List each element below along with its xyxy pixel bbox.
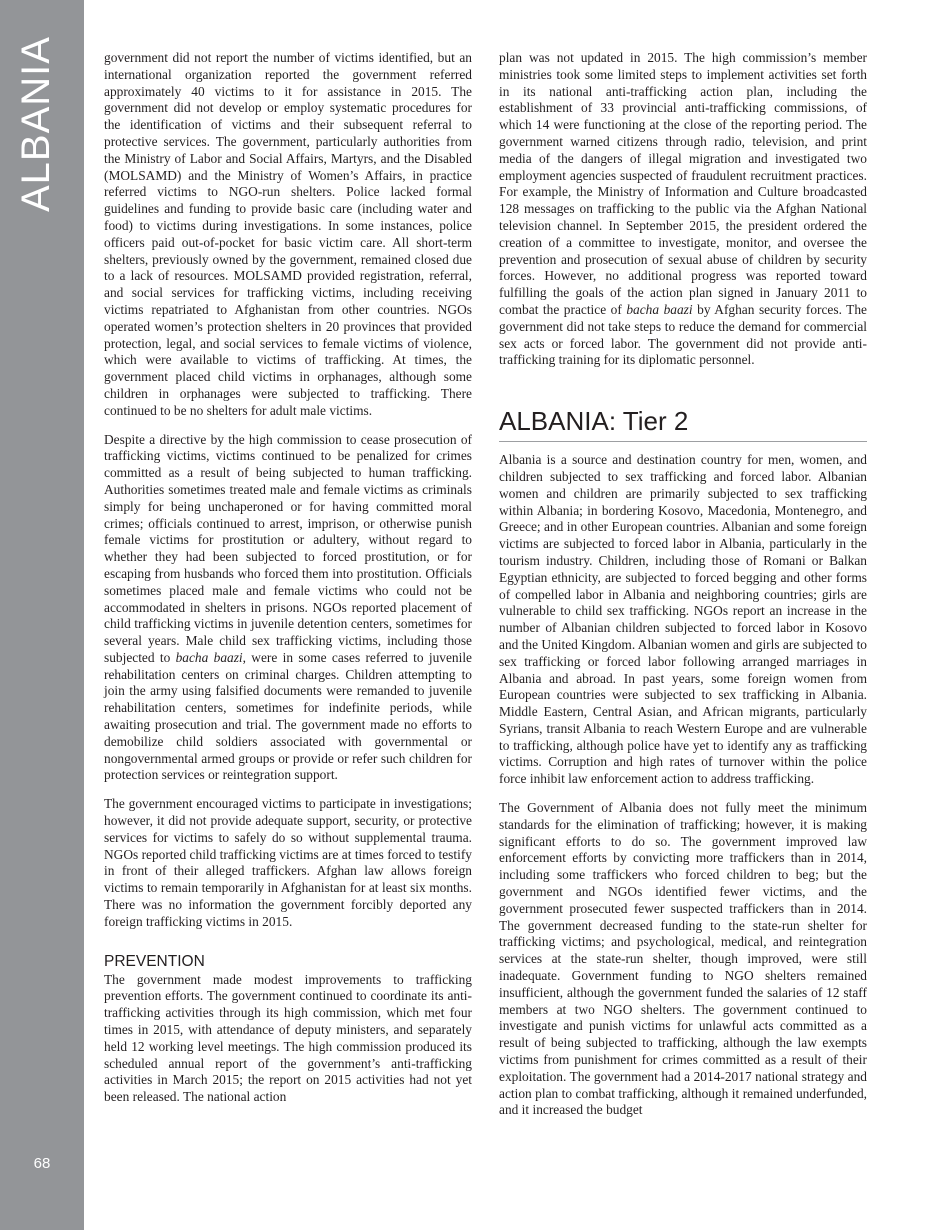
paragraph-text: , were in some cases referred to juvenile rehabilitation centers on criminal charges. Children attempting to join the army using falsified documents were remanded to juvenile rehabilitation centers, sometimes for indefinite periods, while awaiting prosecution and trial. The government made no efforts to demobilize child soldiers associated with governmental or nongovernmental armed groups or provide or refer such children for protection services or reintegration support. xyxy=(104,649,472,783)
country-profile-paragraph: Albania is a source and destination country for men, women, and children subjected to sex trafficking and forced labor. Albanian women and children are primarily subjected to sex trafficking within Albania; in bordering Kosovo, Macedonia, Montenegro, and Greece; and in other European countries. Albanian and some foreign victims are subjected to forced labor in Albania, particularly in the tourism industry. Children, including those of Romani or Balkan Egyptian ethnicity, are subjected to forced begging and other forms of compelled labor in Albania and neighboring countries; girls are vulnerable to child sex trafficking. NGOs report an increase in the number of Albanian children subjected to forced labor in Kosovo and the United Kingdom. Albanian women and girls are subjected to sex trafficking or forced labor following arranged marriages in Albania and abroad. In past years, some foreign women from European countries were subjected to sex trafficking in Albania. Middle Eastern, Central Asian, and African migrants, particularly Syrians, transit Albania to reach Western Europe and are vulnerable to trafficking, although police have yet to identify any as trafficking victims. Corruption and high rates of turnover within the police force inhibit law enforcement action to address trafficking. xyxy=(499,452,867,787)
country-sidebar xyxy=(0,0,84,1230)
right-column xyxy=(499,50,867,1119)
italic-term: bacha baazi xyxy=(626,301,693,317)
paragraph-text: plan was not updated in 2015. The high commission’s member ministries took some limited steps to implement activities set forth in its national anti-trafficking action plan, including the establishment of 33 provincial anti-trafficking commissions, of which 14 were functioning at the close of the reporting period. The government warned citizens through radio, television, and print media of the dangers of illegal migration and investigated two employment agencies suspected of fraudulent recruitment practices. For example, the Ministry of Information and Culture broadcasted 128 messages on trafficking to the public via the Afghan National television channel. In September 2015, the president ordered the creation of a committee to investigate, monitor, and oversee the prevention and prosecution of sexual abuse of children by security forces. However, no additional progress was reported toward fulfilling the goals of the action plan signed in January 2011 to combat the practice of xyxy=(499,50,867,317)
victim-penalization-paragraph xyxy=(104,432,472,785)
page-number: 68 xyxy=(33,1155,51,1172)
sidebar-country-label: ALBANIA xyxy=(14,36,58,212)
government-assessment-paragraph: The Government of Albania does not fully meet the minimum standards for the elimination of trafficking; however, it is making significant efforts to do so. The government improved law enforcement efforts by convicting more traffickers than in 2014, including some traffickers who forced children to beg; but the government and NGOs identified fewer victims, and the government prosecuted fewer suspected traffickers than in 2014. The government decreased funding to the state-run shelter for trafficking victims; and psychological, medical, and reintegration services at the state-run shelter, though improved, were still inadequate. Government funding to NGO shelters remained insufficient, although the government funded the salaries of 12 staff members at two NGO shelters. The government continued to investigate and punish victims for unlawful acts committed as a result of being subjected to trafficking, although the law exempts victims from punishment for crimes committed as a result of their exploitation. The government had a 2014-2017 national strategy and action plan to combat trafficking, although it remained underfunded, and it increased the budget xyxy=(499,800,867,1118)
prevention-heading: PREVENTION xyxy=(104,952,205,970)
action-plan-paragraph xyxy=(499,50,867,369)
victim-identification-paragraph: government did not report the number of victims identified, but an international organization reported the government referred approximately 40 victims to it for assistance in 2015. The government did not develop or employ systematic procedures for the identification of victims and their subsequent referral to protective services. The government, particularly authorities from the Ministry of Labor and Social Affairs, Martyrs, and the Disabled (MOLSAMD) and the Ministry of Women’s Affairs, in practice referred victims to NGO-run shelters. Police lacked formal guidelines and funding to provide basic care (including water and food) to victims during investigations. In some instances, police officers paid out-of-pocket for basic victim care. All short-term shelters, previously owned by the government, remained closed due to a lack of resources. MOLSAMD provided registration, referral, and social services for trafficking victims, including receiving victims repatriated to Afghanistan from other countries. NGOs operated women’s protection shelters in 20 provinces that provided protection, legal, and social services to female victims of violence, which were available to victims of trafficking. At times, the government placed child victims in orphanages, although some children in orphanages were subjected to trafficking. There continued to be no shelters for adult male victims. xyxy=(104,50,472,418)
section-title: ALBANIA: Tier 2 xyxy=(499,405,867,442)
victim-participation-paragraph: The government encouraged victims to participate in investigations; however, it did not provide adequate support, security, or protective services for victims to safely do so without supplemental trauma. NGOs reported child trafficking victims are at times forced to testify in front of their alleged traffickers. Afghan law allows foreign victims to remain temporarily in Afghanistan for at least six months. There was no information the government forcibly deported any foreign trafficking victims in 2015. xyxy=(104,796,472,929)
paragraph-text: by Afghan security forces. The government did not take steps to reduce the demand for commercial sex acts or forced labor. The government did not provide anti-trafficking training for its diplomatic personnel. xyxy=(499,301,868,368)
prevention-paragraph: The government made modest improvements to trafficking prevention efforts. The government continued to coordinate its anti-trafficking activities through its high commission, which met four times in 2015, with attendance of deputy ministers, and separately held 12 working level meetings. The high commission produced its scheduled annual report of the government’s anti-trafficking activities in March 2015; the report on 2015 activities had not yet been released. The national action xyxy=(104,971,472,1105)
paragraph-text: Despite a directive by the high commission to cease prosecution of trafficking victims, victims continued to be penalized for crimes committed as a result of being subjected to human trafficking. Authorities sometimes treated male and female victims as criminals simply for being unchaperoned or for having committed moral crimes; officials continued to arrest, imprison, or otherwise punish female victims for prostitution or adultery, without regard to whether they had been subjected to forced prostitution, or for escaping from husbands who forced them into prostitution. Officials sometimes placed male and female victims who could not be accommodated in shelters in prisons. NGOs reported placement of child trafficking victims in juvenile detention centers, sometimes for several years. Male child sex trafficking victims, including those subjected to xyxy=(104,431,472,665)
italic-term: bacha baazi xyxy=(175,649,243,665)
left-column xyxy=(104,50,472,1106)
